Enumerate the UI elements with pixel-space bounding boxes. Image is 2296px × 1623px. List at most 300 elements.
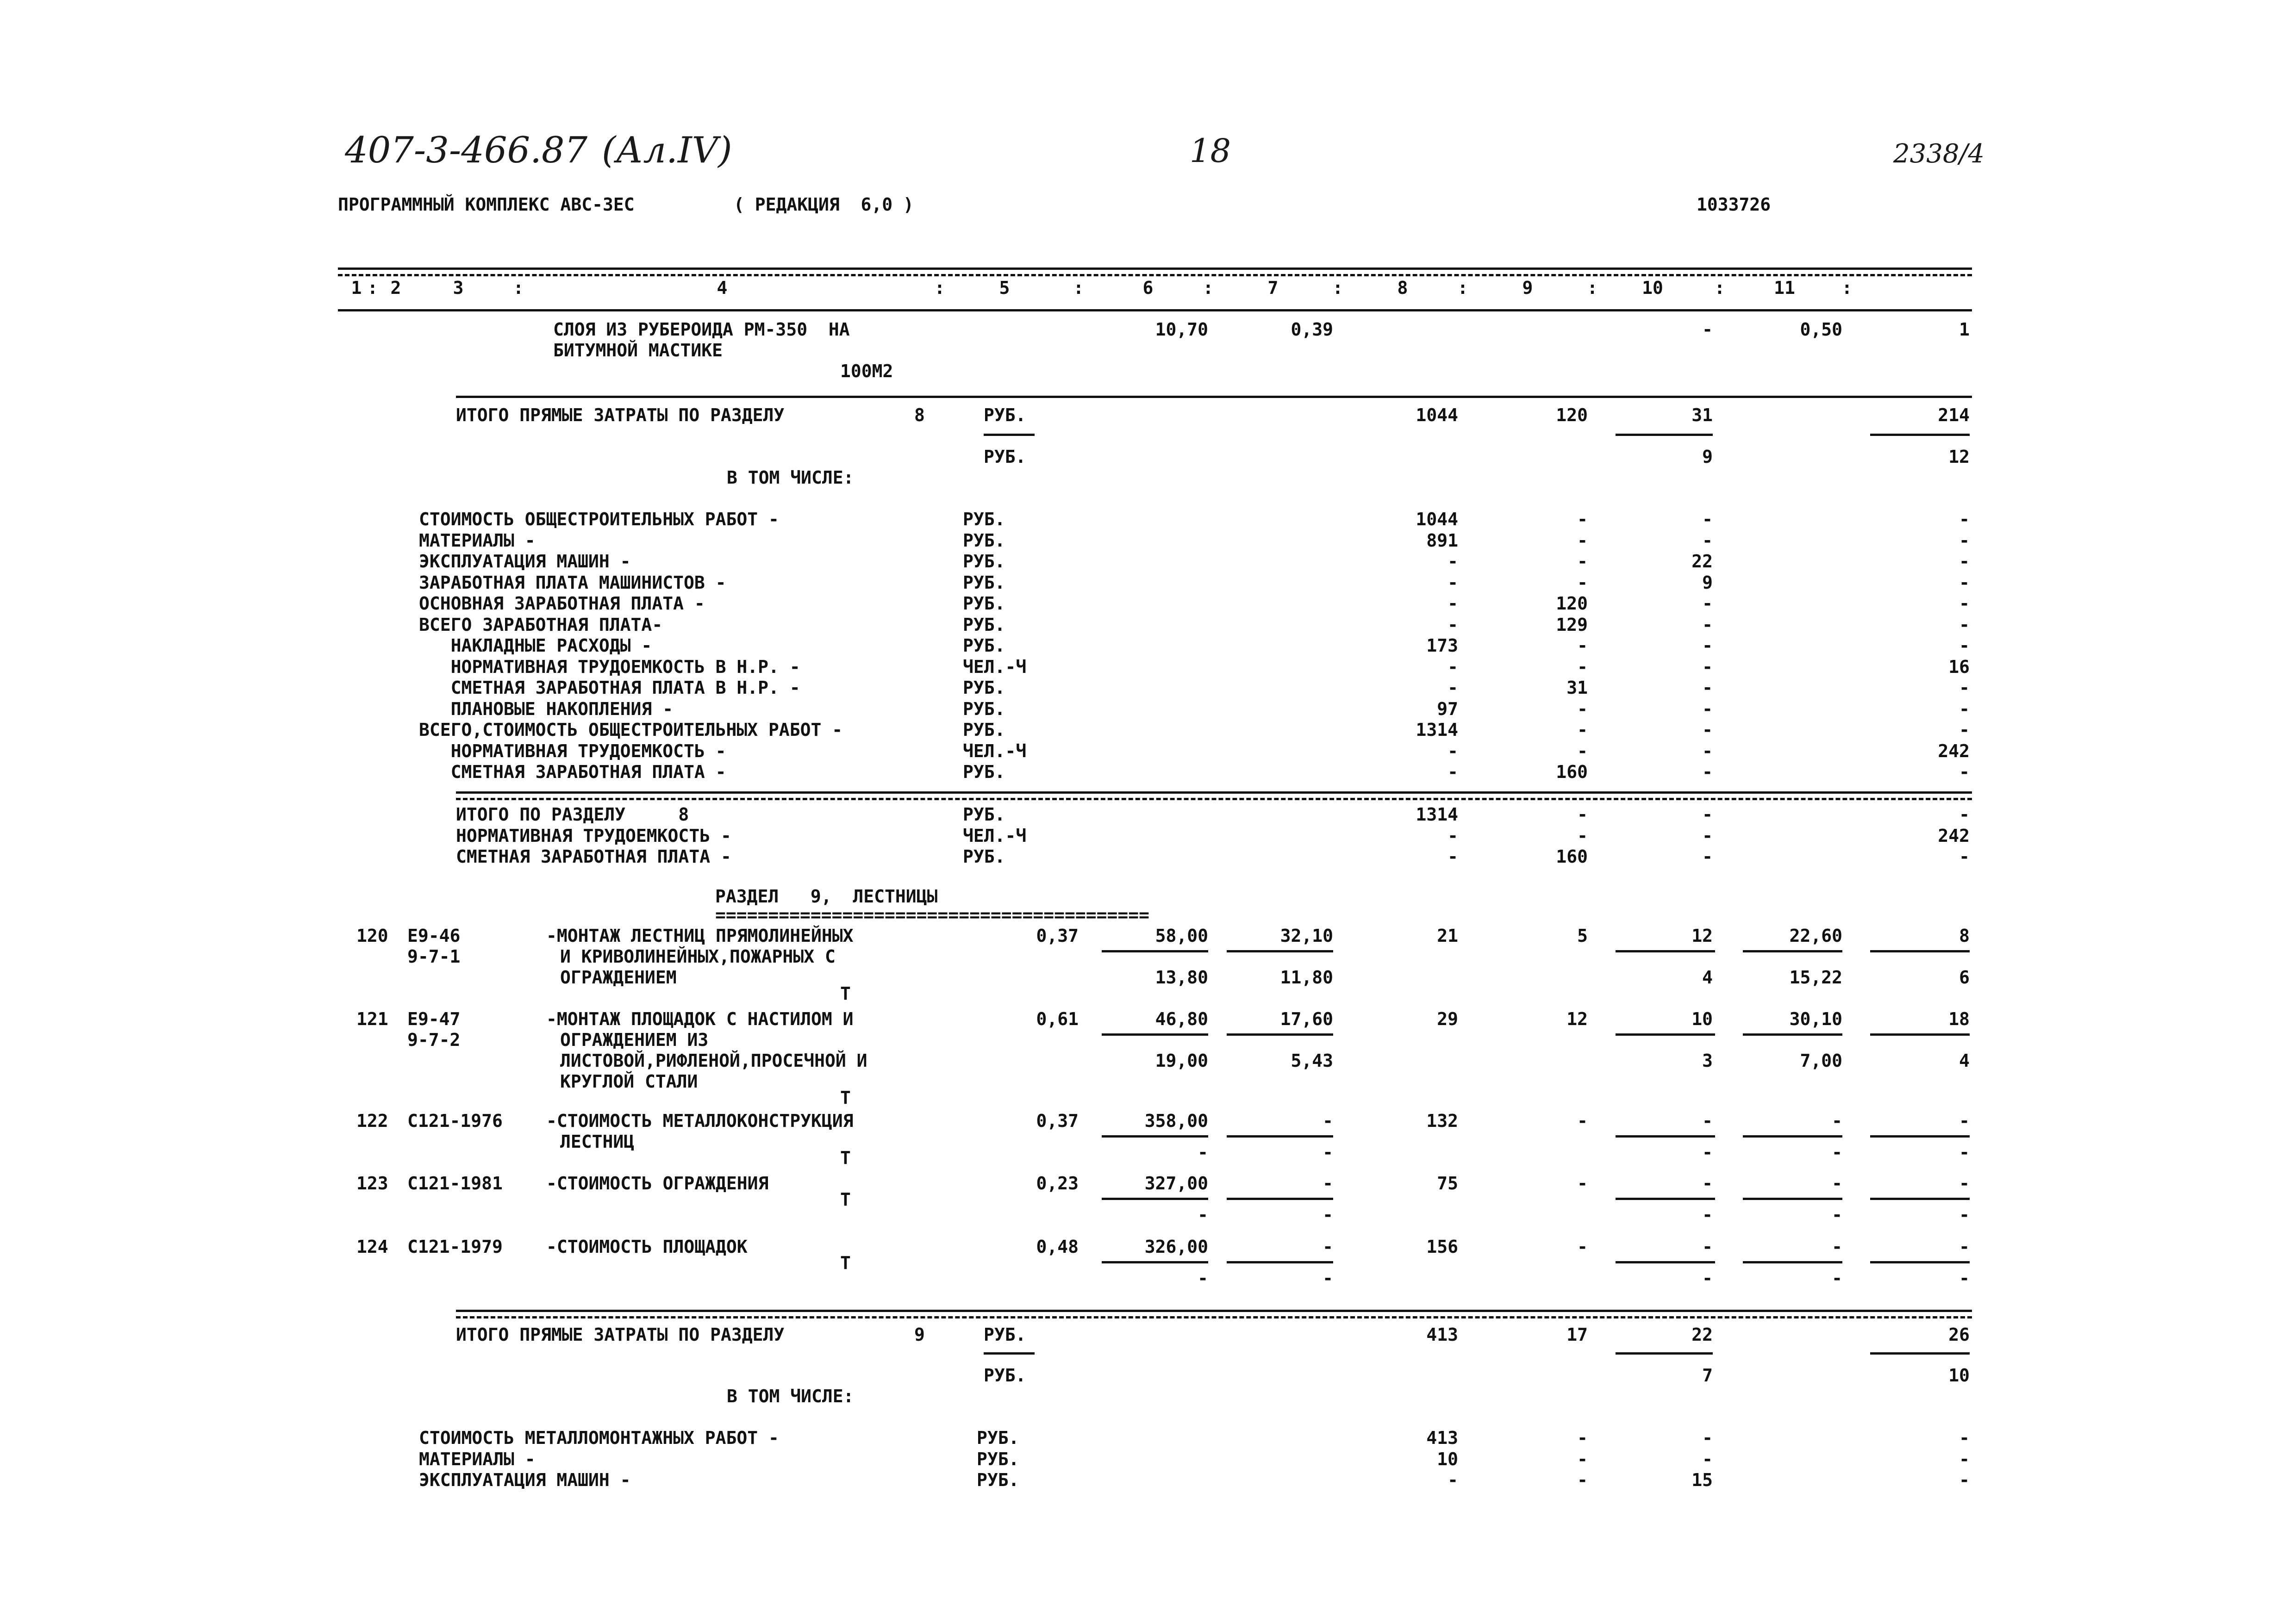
item-c7: 132 <box>1426 1111 1458 1131</box>
carry-unit: 100М2 <box>840 361 893 381</box>
section8-line-col-9: - <box>1702 678 1713 698</box>
section8-line-label: СМЕТНАЯ ЗАРАБОТНАЯ ПЛАТА - <box>419 762 726 782</box>
item-c11: 8 <box>1959 926 1970 946</box>
section8-line-col-9: 22 <box>1691 551 1713 572</box>
section8-line-unit: РУБ. <box>963 551 1005 572</box>
section9-line-unit: РУБ. <box>977 1449 1019 1469</box>
item-c11b: - <box>1959 1268 1970 1288</box>
section8-line-col-11: 16 <box>1948 656 1970 677</box>
carry-col-5: 10,70 <box>1155 319 1208 340</box>
item-c6: 17,60 <box>1280 1009 1333 1029</box>
section8-line-col-8: - <box>1577 530 1588 551</box>
section8-line-col-7: - <box>1447 762 1458 782</box>
section8-total-col-9: - <box>1702 825 1713 846</box>
section8-total-label: СМЕТНАЯ ЗАРАБОТНАЯ ПЛАТА - <box>456 846 731 867</box>
carry-description-line-1: СЛОЯ ИЗ РУБЕРОИДА РМ-350 НА <box>553 319 850 340</box>
section9-rule-dashed <box>456 1316 1972 1318</box>
section8-line-col-9: 9 <box>1702 572 1713 593</box>
section8-line-col-11: - <box>1959 762 1970 782</box>
section8-line-label: НАКЛАДНЫЕ РАСХОДЫ - <box>419 635 652 656</box>
section9-line-col-8: - <box>1577 1428 1588 1448</box>
item-c9b: 4 <box>1702 967 1713 988</box>
section8-including-label: В ТОМ ЧИСЛЕ: <box>727 467 854 488</box>
item-unit: Т <box>840 1148 851 1168</box>
item-c8: 5 <box>1577 926 1588 946</box>
column-header-2: 2 <box>390 278 401 298</box>
column-header-11: 11 <box>1774 278 1795 298</box>
section9-line-label: ЭКСПЛУАТАЦИЯ МАШИН - <box>419 1470 631 1490</box>
item-underline <box>1616 1261 1715 1263</box>
section9-line-col-9: - <box>1702 1428 1713 1448</box>
section8-line-unit: РУБ. <box>963 678 1005 698</box>
header-rule-bottom <box>338 309 1972 311</box>
item-unit: Т <box>840 983 851 1004</box>
item-c8: 12 <box>1566 1009 1588 1029</box>
section8-line-unit: ЧЕЛ.-Ч <box>963 740 1027 761</box>
item-c5: 326,00 <box>1144 1237 1208 1257</box>
album-reference: (Ал.IV) <box>602 130 732 171</box>
section9-line-col-7: - <box>1447 1470 1458 1490</box>
header-rule-top-dashed <box>338 274 1972 276</box>
section8-line-col-11: - <box>1959 614 1970 635</box>
section8-total-unit: ЧЕЛ.-Ч <box>963 825 1027 846</box>
section8-line-unit: РУБ. <box>963 614 1005 635</box>
item-c11: - <box>1959 1173 1970 1194</box>
column-header-1: 1 <box>351 278 362 298</box>
section8-line-col-8: - <box>1577 740 1588 761</box>
section8-line-col-7: 173 <box>1426 635 1458 656</box>
item-c5: 358,00 <box>1144 1111 1208 1131</box>
section9-rule <box>456 1310 1972 1312</box>
section8-line-col-11: 242 <box>1938 740 1970 761</box>
item-c10: - <box>1832 1173 1842 1194</box>
section9-direct-col-11: 26 <box>1948 1325 1970 1345</box>
item-underline <box>1870 950 1970 952</box>
section8-line-unit: ЧЕЛ.-Ч <box>963 656 1027 677</box>
item-c10: 22,60 <box>1789 926 1842 946</box>
section8-line-col-7: - <box>1447 614 1458 635</box>
item-c11: 18 <box>1948 1009 1970 1029</box>
section8-line-unit: РУБ. <box>963 720 1005 740</box>
item-underline <box>1227 1261 1333 1263</box>
section9-line-label: МАТЕРИАЛЫ - <box>419 1449 536 1469</box>
section8-rule <box>456 396 1972 398</box>
item-description-line: -СТОИМОСТЬ ОГРАЖДЕНИЯ <box>546 1173 769 1194</box>
document-code: 407-3-466.87 <box>345 130 588 171</box>
item-number: 122 <box>356 1111 388 1131</box>
section9-line-col-11: - <box>1959 1449 1970 1469</box>
section8-total-col-11: - <box>1959 846 1970 867</box>
section8-line-label: ОСНОВНАЯ ЗАРАБОТНАЯ ПЛАТА - <box>419 593 705 614</box>
section9-line-col-7: 413 <box>1426 1428 1458 1448</box>
item-underline <box>1616 1033 1715 1036</box>
column-header-4: 4 <box>717 278 728 298</box>
item-underline <box>1102 1033 1208 1036</box>
column-separator: : <box>367 278 378 298</box>
section9-direct-col-11b: 10 <box>1948 1365 1970 1386</box>
item-underline <box>1743 1261 1842 1263</box>
item-number: 123 <box>356 1173 388 1194</box>
section9-direct-label: ИТОГО ПРЯМЫЕ ЗАТРАТЫ ПО РАЗДЕЛУ <box>456 1325 785 1345</box>
column-header-8: 8 <box>1397 278 1408 298</box>
sheet-reference: 2338/4 <box>1893 139 1985 169</box>
item-c11b: 4 <box>1959 1051 1970 1071</box>
section8-total-rule <box>456 791 1972 794</box>
section8-line-col-8: - <box>1577 509 1588 529</box>
item-code-sub: 9-7-1 <box>407 946 461 967</box>
item-c11b: - <box>1959 1205 1970 1225</box>
carry-col-6: 0,39 <box>1291 319 1333 340</box>
section8-direct-col-9b: 9 <box>1702 447 1713 467</box>
item-c4: 0,61 <box>1036 1009 1079 1029</box>
section8-total-col-9: - <box>1702 804 1713 825</box>
item-c4: 0,48 <box>1036 1237 1079 1257</box>
item-c6: - <box>1323 1237 1333 1257</box>
item-description-line: -МОНТАЖ ПЛОЩАДОК С НАСТИЛОМ И <box>546 1009 854 1029</box>
section8-line-unit: РУБ. <box>963 593 1005 614</box>
item-c5b: 13,80 <box>1155 967 1208 988</box>
item-c10b: 7,00 <box>1800 1051 1842 1071</box>
section8-total-col-7: 1314 <box>1416 804 1458 825</box>
section9-line-label: СТОИМОСТЬ МЕТАЛЛОМОНТАЖНЫХ РАБОТ - <box>419 1428 779 1448</box>
section8-line-label: НОРМАТИВНАЯ ТРУДОЕМКОСТЬ - <box>419 740 726 761</box>
item-description-line: ЛЕСТНИЦ <box>560 1132 635 1152</box>
col9-underline <box>1616 434 1713 436</box>
item-code: С121-1981 <box>407 1173 503 1194</box>
section8-line-label: ПЛАНОВЫЕ НАКОПЛЕНИЯ - <box>419 698 674 719</box>
section8-line-col-11: - <box>1959 635 1970 656</box>
item-c9: - <box>1702 1237 1713 1257</box>
item-underline <box>1227 1198 1333 1200</box>
section8-line-label: ЗАРАБОТНАЯ ПЛАТА МАШИНИСТОВ - <box>419 572 726 593</box>
column-header-9: 9 <box>1522 278 1533 298</box>
item-description-line: ЛИСТОВОЙ,РИФЛЕНОЙ,ПРОСЕЧНОЙ И <box>560 1051 867 1071</box>
section9-line-col-8: - <box>1577 1470 1588 1490</box>
section8-line-col-9: - <box>1702 698 1713 719</box>
section8-line-col-7: - <box>1447 551 1458 572</box>
item-unit: Т <box>840 1253 851 1273</box>
section8-total-col-9: - <box>1702 846 1713 867</box>
item-c9: 12 <box>1691 926 1713 946</box>
section8-unit-2: РУБ. <box>984 447 1026 467</box>
section8-line-label: МАТЕРИАЛЫ - <box>419 530 536 551</box>
section8-line-col-11: - <box>1959 530 1970 551</box>
section8-total-col-11: 242 <box>1938 825 1970 846</box>
item-c10: 30,10 <box>1789 1009 1842 1029</box>
section8-total-col-8: - <box>1577 804 1588 825</box>
section8-direct-col-11: 214 <box>1938 405 1970 425</box>
carry-description-line-2: БИТУМНОЙ МАСТИКЕ <box>553 340 723 361</box>
item-underline <box>1743 1135 1842 1138</box>
section8-line-col-11: - <box>1959 720 1970 740</box>
section8-line-col-7: - <box>1447 593 1458 614</box>
section8-line-unit: РУБ. <box>963 509 1005 529</box>
program-edition: ( РЕДАКЦИЯ 6,0 ) <box>734 194 914 215</box>
section8-line-col-8: - <box>1577 720 1588 740</box>
item-c9: - <box>1702 1111 1713 1131</box>
item-c5: 46,80 <box>1155 1009 1208 1029</box>
column-separator: : <box>1332 278 1343 298</box>
section8-line-label: НОРМАТИВНАЯ ТРУДОЕМКОСТЬ В Н.Р. - <box>419 656 800 677</box>
item-c9b: - <box>1702 1142 1713 1163</box>
col11-underline <box>1870 1352 1970 1355</box>
item-number: 121 <box>356 1009 388 1029</box>
item-c9: 10 <box>1691 1009 1713 1029</box>
section9-line-col-11: - <box>1959 1470 1970 1490</box>
section8-line-label: ВСЕГО,СТОИМОСТЬ ОБЩЕСТРОИТЕЛЬНЫХ РАБОТ - <box>419 720 843 740</box>
section8-total-unit: РУБ. <box>963 846 1005 867</box>
section8-number: 8 <box>914 405 925 425</box>
section8-line-col-7: - <box>1447 656 1458 677</box>
column-separator: : <box>1714 278 1725 298</box>
section8-line-label: СМЕТНАЯ ЗАРАБОТНАЯ ПЛАТА В Н.Р. - <box>419 678 800 698</box>
section9-unit: РУБ. <box>984 1325 1026 1345</box>
item-underline <box>1227 1135 1333 1138</box>
section8-line-col-7: 1314 <box>1416 720 1458 740</box>
item-underline <box>1102 950 1208 952</box>
section8-line-col-8: - <box>1577 698 1588 719</box>
section8-total-col-11: - <box>1959 804 1970 825</box>
section9-direct-col-9b: 7 <box>1702 1365 1713 1386</box>
section8-line-col-7: 891 <box>1426 530 1458 551</box>
section8-line-col-7: - <box>1447 572 1458 593</box>
section8-line-label: ЭКСПЛУАТАЦИЯ МАШИН - <box>419 551 631 572</box>
item-underline <box>1870 1198 1970 1200</box>
carry-col-9: - <box>1702 319 1713 340</box>
item-underline <box>1102 1198 1208 1200</box>
section9-including-label: В ТОМ ЧИСЛЕ: <box>727 1386 854 1406</box>
section8-line-col-11: - <box>1959 698 1970 719</box>
item-description-line: -СТОИМОСТЬ МЕТАЛЛОКОНСТРУКЦИЯ <box>546 1111 854 1131</box>
item-underline <box>1102 1261 1208 1263</box>
item-underline <box>1616 950 1715 952</box>
section8-line-col-9: - <box>1702 720 1713 740</box>
item-c9b: 3 <box>1702 1051 1713 1071</box>
col11-underline <box>1870 434 1970 436</box>
section9-title: РАЗДЕЛ 9, ЛЕСТНИЦЫ <box>715 886 938 907</box>
item-c6b: 5,43 <box>1291 1051 1333 1071</box>
item-underline <box>1743 950 1842 952</box>
item-c9b: - <box>1702 1268 1713 1288</box>
item-c11: - <box>1959 1237 1970 1257</box>
section8-direct-col-7: 1044 <box>1416 405 1458 425</box>
column-separator: : <box>1203 278 1214 298</box>
item-c10b: - <box>1832 1142 1842 1163</box>
column-separator: : <box>1073 278 1084 298</box>
section8-direct-col-8: 120 <box>1556 405 1588 425</box>
section8-line-label: ВСЕГО ЗАРАБОТНАЯ ПЛАТА- <box>419 614 663 635</box>
section8-total-rule-dashed <box>456 798 1972 800</box>
section8-line-unit: РУБ. <box>963 635 1005 656</box>
item-underline <box>1743 1198 1842 1200</box>
item-c10: - <box>1832 1111 1842 1131</box>
item-number: 124 <box>356 1237 388 1257</box>
carry-col-11: 1 <box>1959 319 1970 340</box>
item-description-line: ОГРАЖДЕНИЕМ ИЗ <box>560 1030 709 1050</box>
item-underline <box>1870 1135 1970 1138</box>
page-number: 18 <box>1190 132 1231 170</box>
section8-line-col-9: - <box>1702 509 1713 529</box>
section8-total-col-7: - <box>1447 846 1458 867</box>
section8-line-col-11: - <box>1959 509 1970 529</box>
item-description-line: -МОНТАЖ ЛЕСТНИЦ ПРЯМОЛИНЕЙНЫХ <box>546 926 854 946</box>
program-name: ПРОГРАММНЫЙ КОМПЛЕКС АВС-3ЕС <box>338 194 635 215</box>
section9-line-col-9: 15 <box>1691 1470 1713 1490</box>
header-rule-top <box>338 267 1972 270</box>
section8-line-unit: РУБ. <box>963 572 1005 593</box>
section8-line-col-11: - <box>1959 678 1970 698</box>
column-separator: : <box>934 278 945 298</box>
item-underline <box>1227 950 1333 952</box>
item-c8: - <box>1577 1173 1588 1194</box>
section8-line-col-8: - <box>1577 572 1588 593</box>
section8-line-col-7: 97 <box>1437 698 1458 719</box>
section8-line-col-8: 160 <box>1556 762 1588 782</box>
section9-line-col-9: - <box>1702 1449 1713 1469</box>
item-code: Е9-47 <box>407 1009 461 1029</box>
section9-line-col-11: - <box>1959 1428 1970 1448</box>
item-c10b: - <box>1832 1268 1842 1288</box>
section8-direct-col-9: 31 <box>1691 405 1713 425</box>
item-c9b: - <box>1702 1205 1713 1225</box>
item-c11b: 6 <box>1959 967 1970 988</box>
column-header-10: 10 <box>1642 278 1663 298</box>
column-header-3: 3 <box>453 278 464 298</box>
item-c4: 0,23 <box>1036 1173 1079 1194</box>
section8-unit: РУБ. <box>984 405 1026 425</box>
column-separator: : <box>1841 278 1853 298</box>
column-header-5: 5 <box>999 278 1010 298</box>
item-code: Е9-46 <box>407 926 461 946</box>
section8-direct-col-11b: 12 <box>1948 447 1970 467</box>
section8-line-col-7: 1044 <box>1416 509 1458 529</box>
section8-line-col-8: - <box>1577 635 1588 656</box>
item-code: С121-1976 <box>407 1111 503 1131</box>
item-c6b: - <box>1323 1142 1333 1163</box>
item-c5b: - <box>1198 1268 1208 1288</box>
section8-line-col-9: - <box>1702 656 1713 677</box>
item-c6: - <box>1323 1111 1333 1131</box>
item-unit: Т <box>840 1088 851 1108</box>
item-c7: 29 <box>1437 1009 1458 1029</box>
section8-line-col-8: 129 <box>1556 614 1588 635</box>
section8-line-unit: РУБ. <box>963 530 1005 551</box>
item-c9: - <box>1702 1173 1713 1194</box>
item-c5b: 19,00 <box>1155 1051 1208 1071</box>
section8-line-col-9: - <box>1702 593 1713 614</box>
section8-total-col-8: - <box>1577 825 1588 846</box>
item-c7: 75 <box>1437 1173 1458 1194</box>
section8-line-col-9: - <box>1702 740 1713 761</box>
item-c11b: - <box>1959 1142 1970 1163</box>
section9-line-unit: РУБ. <box>977 1470 1019 1490</box>
item-c5b: - <box>1198 1142 1208 1163</box>
section8-line-col-7: - <box>1447 740 1458 761</box>
column-separator: : <box>1587 278 1598 298</box>
section8-line-col-11: - <box>1959 551 1970 572</box>
item-code-sub: 9-7-2 <box>407 1030 461 1050</box>
item-c10b: 15,22 <box>1789 967 1842 988</box>
col9-underline <box>1616 1352 1713 1355</box>
item-c5b: - <box>1198 1205 1208 1225</box>
section8-total-label: ИТОГО ПО РАЗДЕЛУ 8 <box>456 804 689 825</box>
section8-line-col-9: - <box>1702 762 1713 782</box>
section8-line-col-8: - <box>1577 551 1588 572</box>
column-header-6: 6 <box>1142 278 1154 298</box>
item-description-line: КРУГЛОЙ СТАЛИ <box>560 1071 698 1092</box>
unit-underline <box>984 434 1035 436</box>
column-separator: : <box>513 278 524 298</box>
section8-line-col-11: - <box>1959 593 1970 614</box>
item-underline <box>1102 1135 1208 1138</box>
item-number: 120 <box>356 926 388 946</box>
section9-number: 9 <box>914 1325 925 1345</box>
item-underline <box>1227 1033 1333 1036</box>
column-separator: : <box>1457 278 1468 298</box>
section8-line-col-8: 31 <box>1566 678 1588 698</box>
item-c4: 0,37 <box>1036 926 1079 946</box>
section8-line-col-9: - <box>1702 635 1713 656</box>
section8-line-col-9: - <box>1702 614 1713 635</box>
item-c6b: - <box>1323 1205 1333 1225</box>
section9-line-unit: РУБ. <box>977 1428 1019 1448</box>
item-c7: 156 <box>1426 1237 1458 1257</box>
section9-direct-col-8: 17 <box>1566 1325 1588 1345</box>
section9-line-col-8: - <box>1577 1449 1588 1469</box>
section8-line-col-8: - <box>1577 656 1588 677</box>
section8-total-unit: РУБ. <box>963 804 1005 825</box>
item-c4: 0,37 <box>1036 1111 1079 1131</box>
item-description-line: -СТОИМОСТЬ ПЛОЩАДОК <box>546 1237 748 1257</box>
column-header-7: 7 <box>1267 278 1279 298</box>
unit-underline <box>984 1352 1035 1355</box>
item-code: С121-1979 <box>407 1237 503 1257</box>
item-c11: - <box>1959 1111 1970 1131</box>
section8-total-label: НОРМАТИВНАЯ ТРУДОЕМКОСТЬ - <box>456 825 731 846</box>
item-c6: 32,10 <box>1280 926 1333 946</box>
section8-line-col-9: - <box>1702 530 1713 551</box>
section9-title-rule: ========================================= <box>715 905 1149 925</box>
item-c6b: - <box>1323 1268 1333 1288</box>
item-c10b: - <box>1832 1205 1842 1225</box>
item-c5: 327,00 <box>1144 1173 1208 1194</box>
section8-line-col-8: 120 <box>1556 593 1588 614</box>
section8-line-label: СТОИМОСТЬ ОБЩЕСТРОИТЕЛЬНЫХ РАБОТ - <box>419 509 779 529</box>
item-c8: - <box>1577 1237 1588 1257</box>
section8-total-col-7: - <box>1447 825 1458 846</box>
item-c10: - <box>1832 1237 1842 1257</box>
section8-total-col-8: 160 <box>1556 846 1588 867</box>
item-underline <box>1870 1033 1970 1036</box>
item-description-line: И КРИВОЛИНЕЙНЫХ,ПОЖАРНЫХ С <box>560 946 836 967</box>
item-c8: - <box>1577 1111 1588 1131</box>
item-description-line: ОГРАЖДЕНИЕМ <box>560 967 677 988</box>
item-c5: 58,00 <box>1155 926 1208 946</box>
job-number: 1033726 <box>1697 194 1771 215</box>
section9-direct-col-7: 413 <box>1426 1325 1458 1345</box>
section9-line-col-7: 10 <box>1437 1449 1458 1469</box>
section9-unit-2: РУБ. <box>984 1365 1026 1386</box>
item-unit: Т <box>840 1189 851 1210</box>
item-underline <box>1870 1261 1970 1263</box>
section8-line-col-7: - <box>1447 678 1458 698</box>
item-underline <box>1616 1135 1715 1138</box>
section8-line-unit: РУБ. <box>963 698 1005 719</box>
item-c7: 21 <box>1437 926 1458 946</box>
item-underline <box>1616 1198 1715 1200</box>
item-c6b: 11,80 <box>1280 967 1333 988</box>
section9-direct-col-9: 22 <box>1691 1325 1713 1345</box>
